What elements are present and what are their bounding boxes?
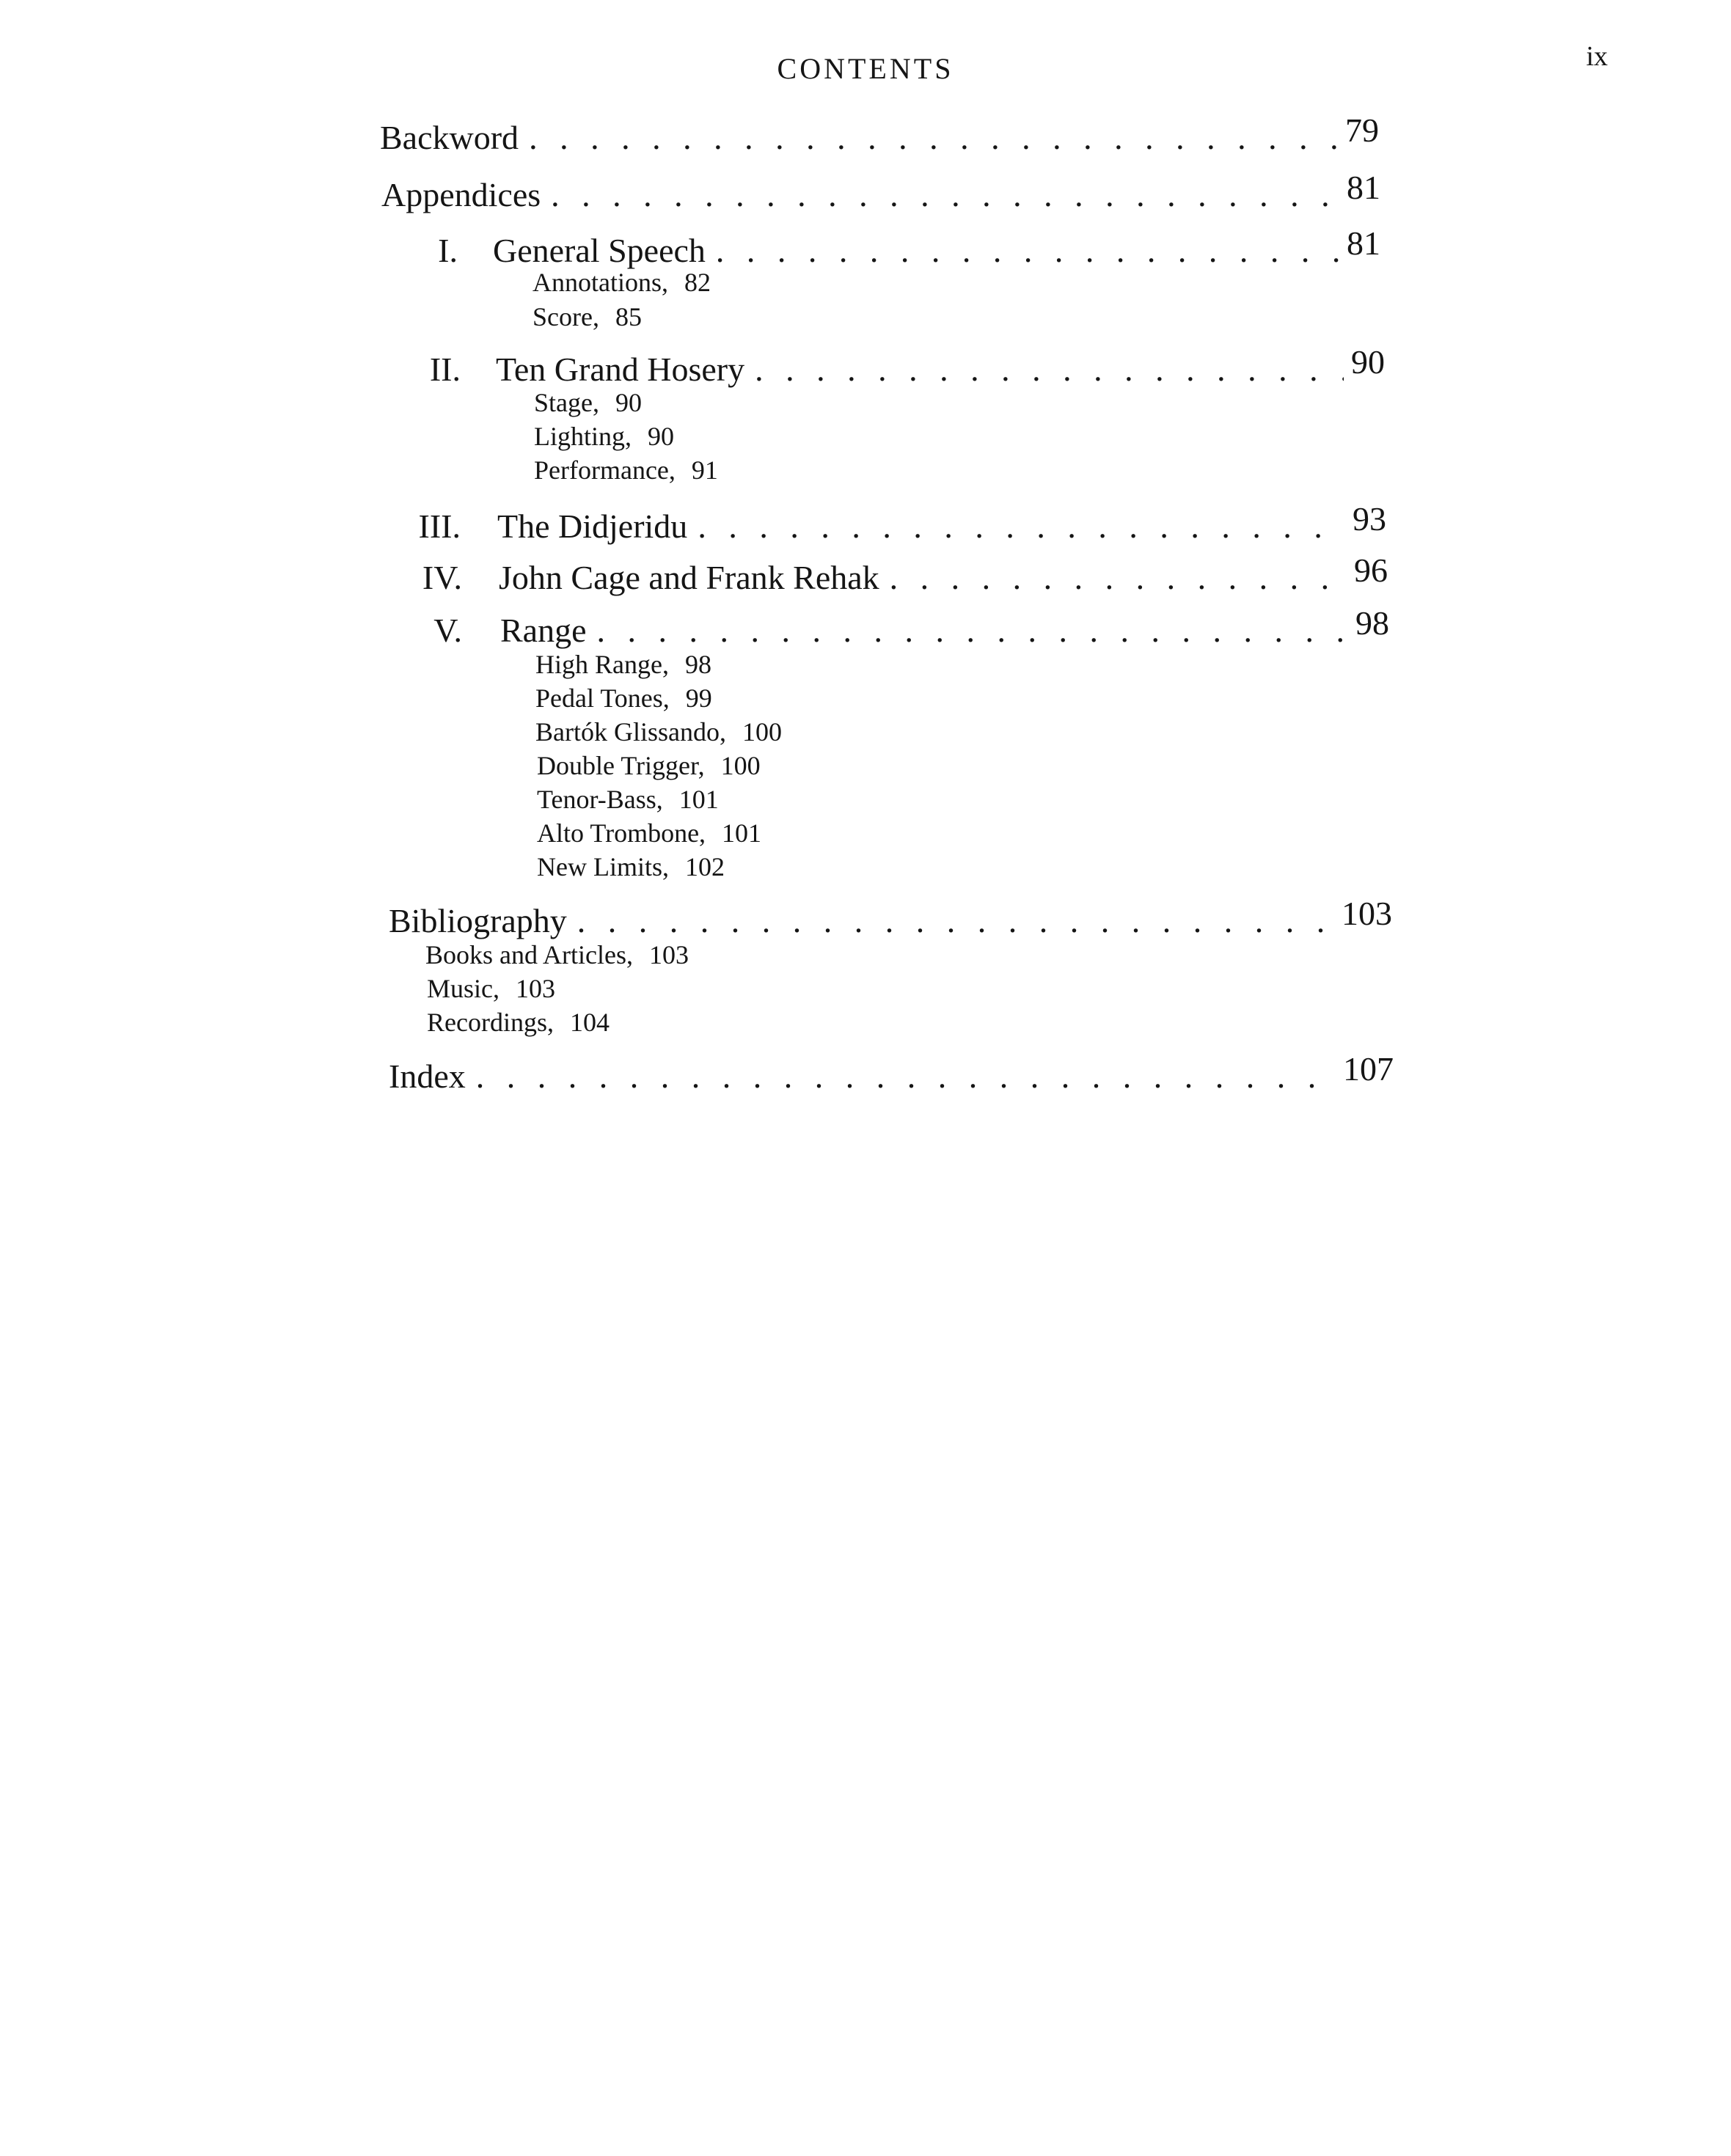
toc-entry-page: 107 bbox=[1343, 1050, 1394, 1088]
appendix-numeral: IV. bbox=[422, 559, 462, 596]
dot-leader bbox=[529, 116, 1338, 160]
subentry-label: New Limits, bbox=[537, 852, 669, 881]
toc-entry-label: General Speech bbox=[493, 232, 706, 269]
toc-subentry[interactable] bbox=[533, 265, 711, 299]
subentry-page: 90 bbox=[615, 388, 642, 417]
toc-entry-page: 81 bbox=[1347, 224, 1380, 262]
dot-leader bbox=[890, 556, 1347, 600]
subentry-label: Stage, bbox=[534, 388, 599, 417]
dot-leader bbox=[716, 229, 1339, 273]
toc-entry-page: 79 bbox=[1345, 111, 1379, 149]
dot-leader bbox=[755, 348, 1344, 392]
subentry-page: 104 bbox=[569, 1008, 610, 1037]
toc-entry-appendix-5[interactable] bbox=[411, 604, 1389, 653]
subentry-page: 103 bbox=[648, 940, 689, 969]
appendix-numeral: V. bbox=[433, 612, 462, 649]
subentry-page: 85 bbox=[615, 302, 642, 331]
page-number: ix bbox=[1586, 41, 1608, 72]
appendix-numeral: II. bbox=[429, 351, 461, 388]
toc-entry-backword[interactable] bbox=[380, 111, 1379, 160]
toc-entry-label: Appendices bbox=[381, 176, 541, 213]
dot-leader bbox=[551, 173, 1339, 217]
subentry-page: 100 bbox=[720, 751, 761, 780]
toc-entry-label: Ten Grand Hosery bbox=[496, 351, 745, 388]
toc-subentry[interactable] bbox=[537, 782, 719, 816]
dot-leader bbox=[597, 609, 1348, 653]
toc-entry-label: John Cage and Frank Rehak bbox=[499, 559, 879, 596]
subentry-page: 99 bbox=[685, 683, 712, 713]
toc-entry-page: 96 bbox=[1354, 551, 1388, 589]
subentry-page: 90 bbox=[648, 422, 674, 451]
toc-subentry[interactable] bbox=[533, 300, 642, 334]
subentry-page: 101 bbox=[678, 785, 719, 814]
subentry-label: Bartók Glissando, bbox=[535, 717, 726, 747]
appendix-numeral: I. bbox=[438, 232, 458, 269]
subentry-label: High Range, bbox=[535, 650, 669, 679]
subentry-label: Tenor-Bass, bbox=[537, 785, 663, 814]
toc-subentry[interactable] bbox=[535, 681, 712, 715]
dot-leader bbox=[577, 899, 1334, 943]
appendix-numeral: III. bbox=[418, 507, 461, 545]
toc-entry-label: Backword bbox=[380, 119, 519, 156]
toc-entry-page: 93 bbox=[1353, 500, 1386, 538]
dot-leader bbox=[476, 1055, 1336, 1099]
page-title: CONTENTS bbox=[777, 52, 954, 85]
toc-entry-index[interactable] bbox=[389, 1050, 1394, 1099]
subentry-page: 82 bbox=[684, 268, 711, 297]
toc-subentry[interactable] bbox=[534, 419, 674, 453]
toc-subentry[interactable] bbox=[534, 386, 642, 419]
subentry-label: Lighting, bbox=[534, 422, 632, 451]
subentry-label: Recordings, bbox=[427, 1008, 554, 1037]
toc-subentry[interactable] bbox=[425, 938, 689, 972]
subentry-label: Double Trigger, bbox=[537, 751, 705, 780]
subentry-page: 102 bbox=[684, 852, 725, 881]
toc-subentry[interactable] bbox=[427, 1005, 610, 1039]
subentry-label: Pedal Tones, bbox=[535, 683, 670, 713]
subentry-label: Alto Trombone, bbox=[537, 818, 706, 848]
toc-entry-label: Bibliography bbox=[389, 902, 567, 939]
toc-entry-appendices[interactable] bbox=[381, 169, 1380, 217]
toc-subentry[interactable] bbox=[537, 816, 761, 850]
dot-leader bbox=[698, 505, 1345, 549]
toc-entry-page: 81 bbox=[1347, 169, 1380, 206]
toc-entry-page: 98 bbox=[1355, 604, 1389, 642]
subentry-page: 98 bbox=[684, 650, 711, 679]
toc-subentry[interactable] bbox=[534, 453, 718, 487]
toc-entry-appendix-3[interactable] bbox=[411, 500, 1386, 549]
subentry-label: Music, bbox=[427, 974, 499, 1003]
toc-subentry[interactable] bbox=[427, 972, 555, 1005]
toc-entry-label: Index bbox=[389, 1057, 466, 1095]
toc-subentry[interactable] bbox=[537, 749, 761, 782]
toc-entry-page: 103 bbox=[1342, 895, 1392, 932]
subentry-page: 100 bbox=[742, 717, 782, 747]
toc-subentry[interactable] bbox=[535, 715, 782, 749]
subentry-page: 91 bbox=[691, 455, 718, 485]
subentry-page: 101 bbox=[722, 818, 762, 848]
toc-entry-appendix-4[interactable] bbox=[411, 551, 1388, 600]
subentry-label: Annotations, bbox=[533, 268, 668, 297]
toc-entry-bibliography[interactable] bbox=[389, 895, 1392, 943]
subentry-label: Performance, bbox=[534, 455, 676, 485]
toc-entry-page: 90 bbox=[1351, 343, 1385, 381]
toc-entry-label: The Didjeridu bbox=[497, 507, 688, 545]
subentry-page: 103 bbox=[516, 974, 555, 1003]
toc-subentry[interactable] bbox=[535, 648, 711, 681]
toc-subentry[interactable] bbox=[537, 850, 725, 884]
toc-entry-appendix-2[interactable] bbox=[411, 343, 1385, 392]
subentry-label: Score, bbox=[533, 302, 599, 331]
toc-entry-label: Range bbox=[500, 612, 587, 649]
subentry-label: Books and Articles, bbox=[425, 940, 633, 969]
